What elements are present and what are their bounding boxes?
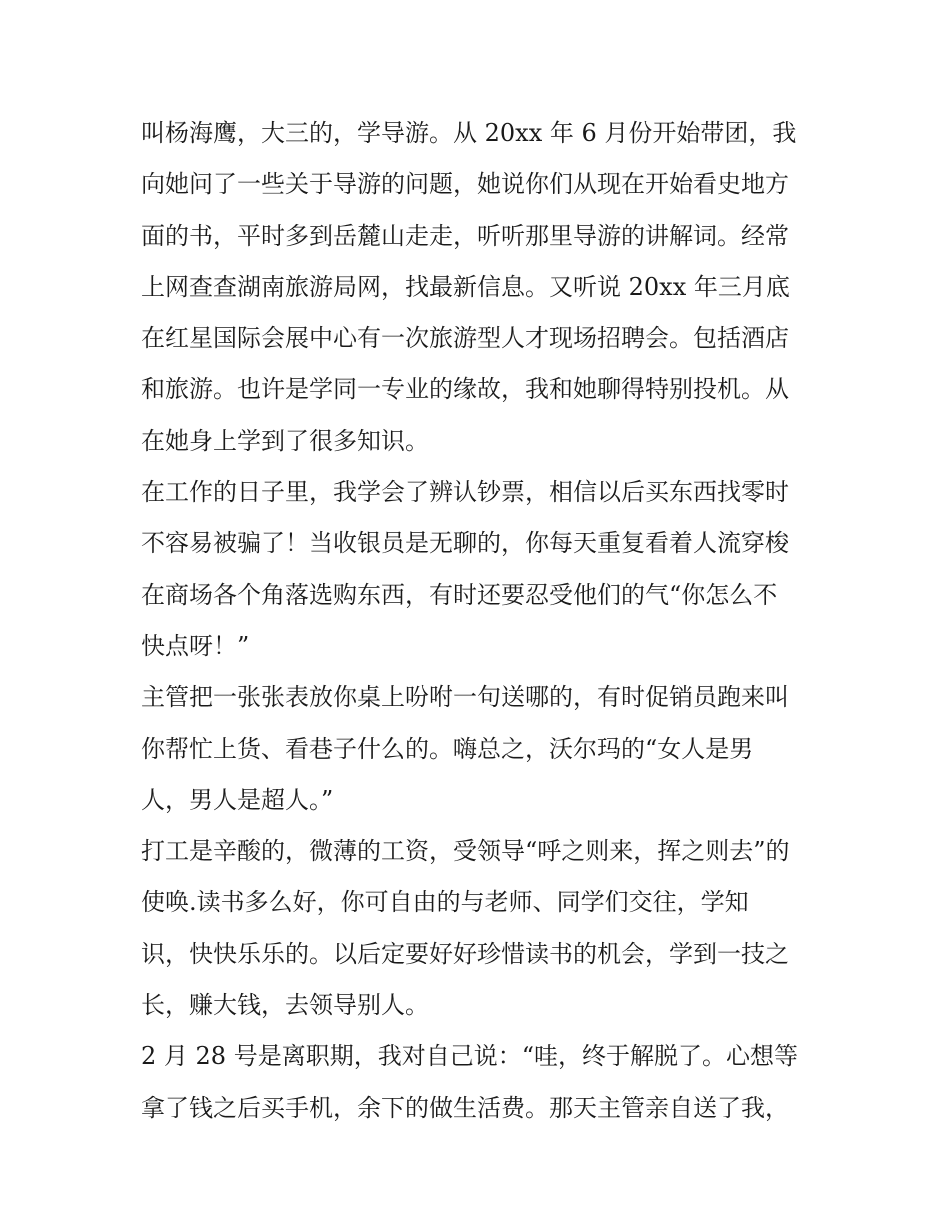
text-line: 不容易被骗了！当收银员是无聊的，你每天重复看着人流穿梭 [141,529,789,558]
text-line: 识，快快乐乐的。以后定要好好珍惜读书的机会，学到一技之 [141,939,789,968]
text-line: 主管把一张张表放你桌上吩咐一句送哪的，有时促销员跑来叫 [141,683,789,712]
text-line: 面的书，平时多到岳麓山走走，听听那里导游的讲解词。经常 [141,221,789,250]
text-line: 在商场各个角落选购东西，有时还要忍受他们的气“你怎么不 [141,580,778,609]
text-line: 向她问了一些关于导游的问题，她说你们从现在开始看史地方 [141,170,789,199]
text-line: 使唤.读书多么好，你可自由的与老师、同学们交往，学知 [141,888,749,917]
text-line: 在她身上学到了很多知识。 [141,426,429,455]
text-line: 快点呀！” [141,631,250,660]
text-line: 上网查查湖南旅游局网，找最新信息。又听说 20xx 年三月底 [141,272,790,301]
text-line: 长，赚大钱，去领导别人。 [141,991,429,1020]
text-line: 拿了钱之后买手机，余下的做生活费。那天主管亲自送了我， [141,1093,789,1122]
document-body [141,108,821,1134]
text-line: 人，男人是超人。” [141,785,334,814]
text-line: 你帮忙上货、看巷子什么的。嗨总之，沃尔玛的“女人是男 [141,734,754,763]
text-line: 打工是辛酸的，微薄的工资，受领导“呼之则来，挥之则去”的 [141,837,790,866]
text-line: 2 月 28 号是离职期，我对自己说：“哇，终于解脱了。心想等 [141,1042,798,1071]
text-line: 在工作的日子里，我学会了辨认钞票，相信以后买东西找零时 [141,478,789,507]
text-line: 在红星国际会展中心有一次旅游型人才现场招聘会。包括酒店 [141,324,789,353]
text-line: 叫杨海鹰，大三的，学导游。从 20xx 年 6 月份开始带团，我 [141,119,797,147]
text-line: 和旅游。也许是学同一专业的缘故，我和她聊得特别投机。从 [141,375,789,404]
